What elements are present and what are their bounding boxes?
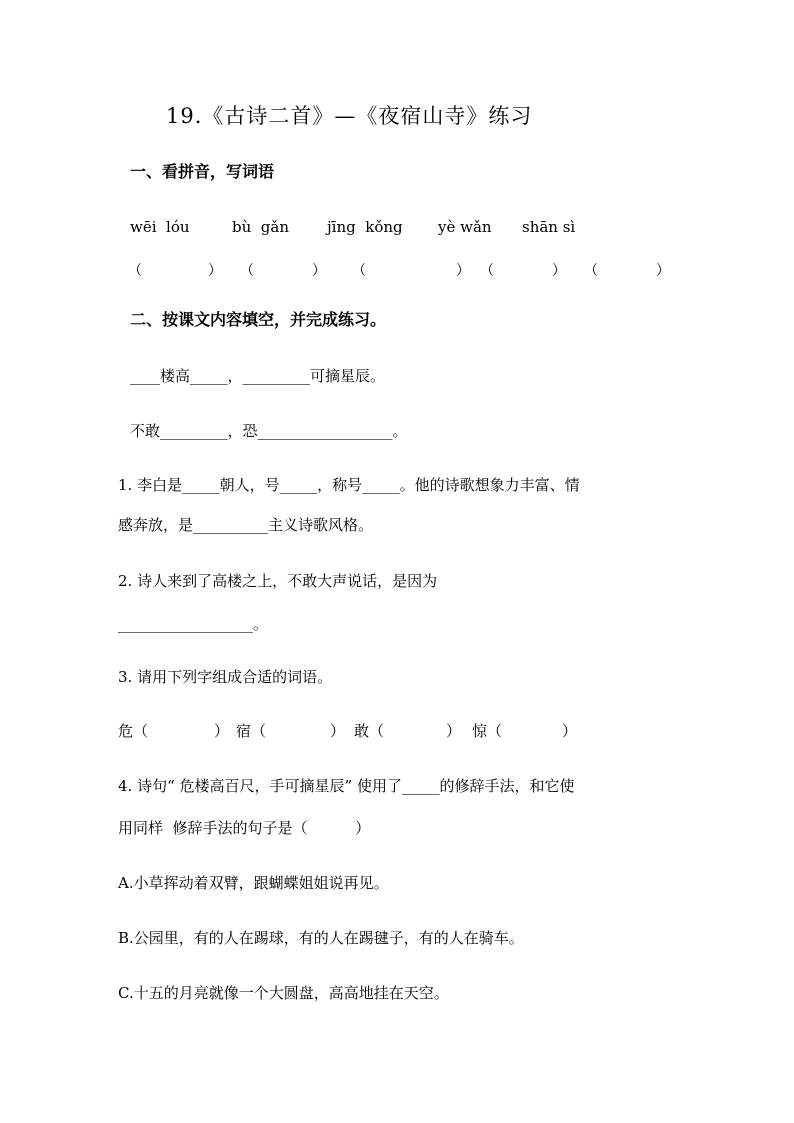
question-3-chars [118, 724, 598, 744]
question-1-line-1: 1. 李白是_____朝人，号_____，称号_____。他的诗歌想象力丰富、情 [118, 476, 580, 494]
question-3: 3. 请用下列字组成合适的词语。 [118, 668, 333, 686]
pinyin-4: yè wǎn [438, 218, 492, 236]
section1-heading: 一、看拼音，写词语 [130, 162, 275, 181]
bracket-open-5: （ [584, 263, 598, 279]
char-gan-close: ） [446, 722, 462, 740]
option-c: C.十五的月亮就像一个大圆盘，高高地挂在天空。 [118, 984, 449, 1002]
pinyin-3: jīng kǒng [327, 218, 403, 236]
question-4-line-1: 4. 诗句“ 危楼高百尺，手可摘星辰” 使用了_____的修辞手法，和它使 [118, 777, 575, 795]
page-title: 19.《古诗二首》—《夜宿山寺》练习 [166, 104, 533, 128]
bracket-close-2: ） [312, 263, 326, 279]
pinyin-answer-brackets [128, 264, 668, 282]
bracket-open-3: （ [352, 263, 366, 279]
pinyin-2: bù gǎn [232, 218, 290, 236]
option-a: A.小草挥动着双臂，跟蝴蝶姐姐说再见。 [118, 874, 389, 892]
poem-line-1: ____楼高_____，_________可摘星辰。 [130, 367, 386, 385]
bracket-open-4: （ [480, 263, 494, 279]
char-gan: 敢（ [354, 722, 385, 740]
bracket-close-4: ） [552, 263, 566, 279]
question-2-line-1: 2. 诗人来到了高楼之上，不敢大声说话，是因为 [118, 572, 438, 590]
section2-heading: 二、按课文内容填空，并完成练习。 [130, 310, 387, 329]
bracket-open-1: （ [128, 263, 142, 279]
option-b: B.公园里，有的人在踢球，有的人在踢毽子，有的人在骑车。 [118, 929, 524, 947]
question-2-line-2: __________________。 [118, 615, 269, 633]
question-1-line-2: 感奔放，是__________主义诗歌风格。 [118, 516, 374, 534]
char-jing: 惊（ [472, 722, 503, 740]
pinyin-5: shān sì [522, 218, 576, 236]
char-wei-close: ） [214, 722, 230, 740]
poem-line-2: 不敢_________，恐__________________。 [130, 422, 408, 440]
bracket-close-1: ） [208, 263, 222, 279]
question-4-line-2: 用同样 修辞手法的句子是（ ） [118, 819, 371, 837]
char-su: 宿（ [236, 722, 267, 740]
bracket-open-2: （ [240, 263, 254, 279]
bracket-close-5: ） [656, 263, 670, 279]
bracket-close-3: ） [456, 263, 470, 279]
char-wei: 危（ [118, 722, 149, 740]
char-jing-close: ） [562, 722, 578, 740]
char-su-close: ） [330, 722, 346, 740]
pinyin-1: wēi lóu [130, 218, 190, 236]
